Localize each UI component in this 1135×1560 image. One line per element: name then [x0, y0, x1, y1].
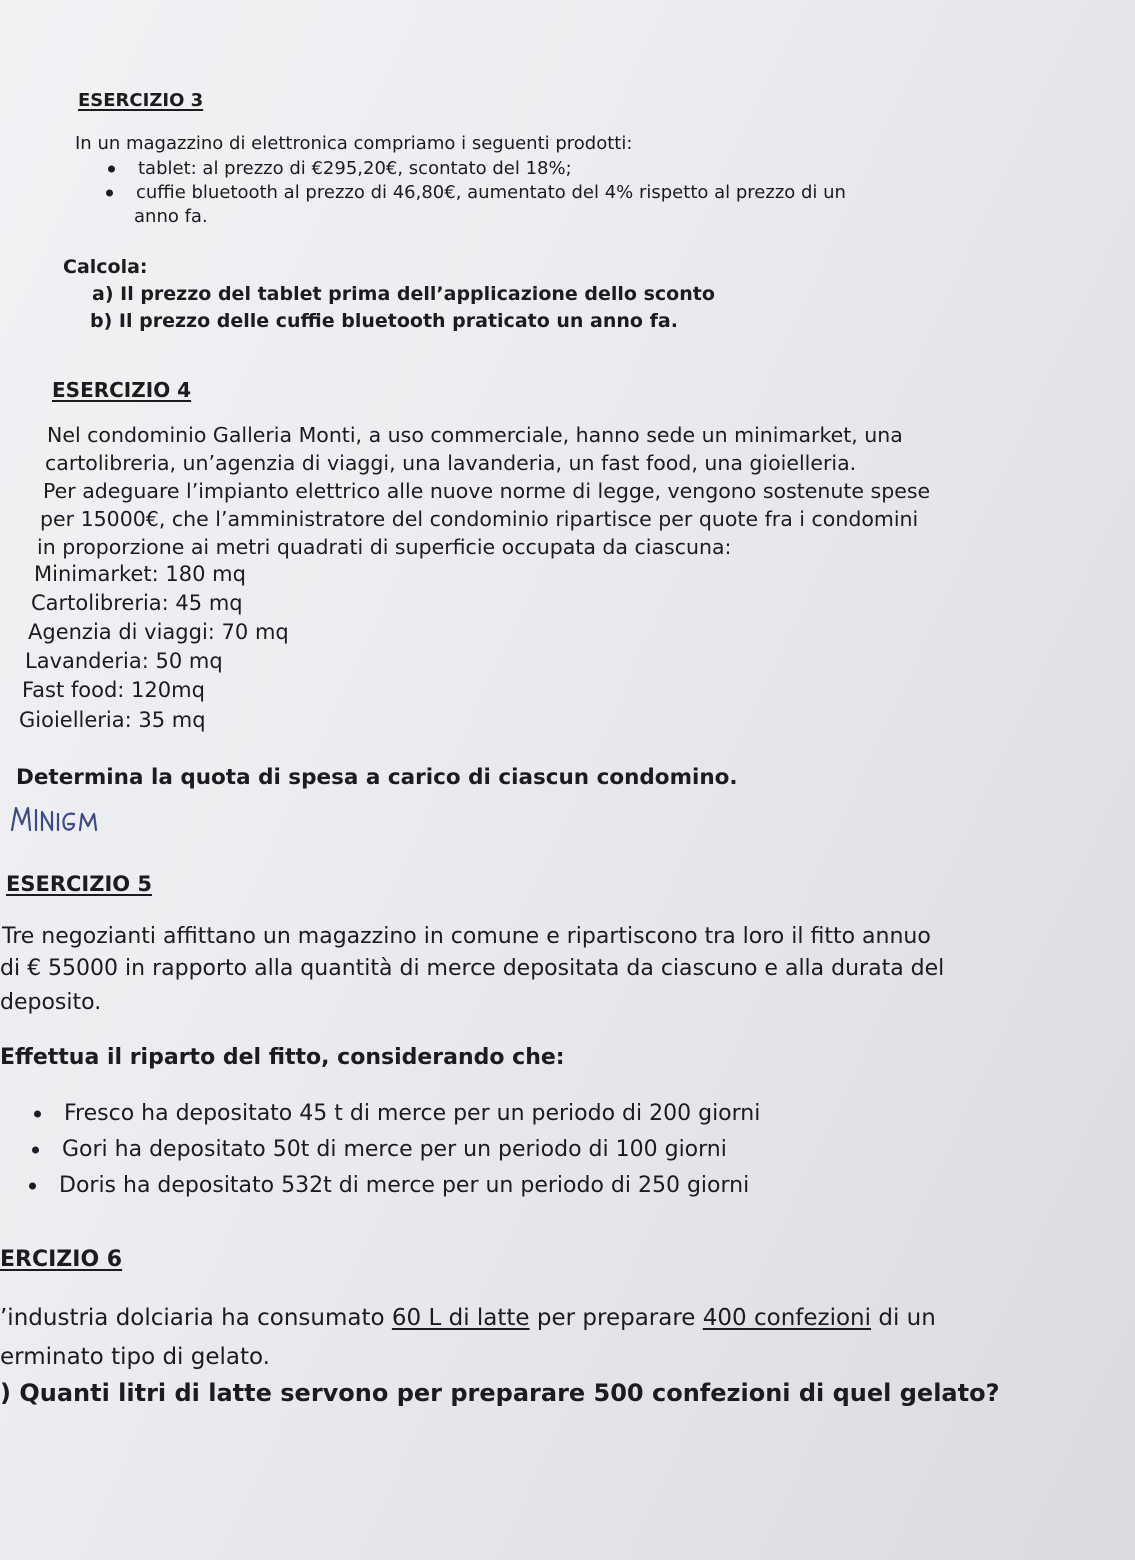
exercise-6-text-pre: ’industria dolciaria ha consumato — [0, 1305, 392, 1331]
area-item: Fast food: 120mq — [22, 678, 205, 702]
exercise-5-bullet: Doris ha depositato 532t di merce per un periodo di 250 giorni — [59, 1173, 750, 1198]
exercise-3-question-a: a) Il prezzo del tablet prima dell’applicazione dello sconto — [92, 283, 715, 305]
handwritten-note — [8, 800, 108, 834]
exercise-5-text-line-2: di € 55000 in rapporto alla quantità di merce depositata da ciascuno e alla durata del — [0, 956, 945, 981]
area-item: Agenzia di viaggi: 70 mq — [28, 620, 289, 644]
exercise-6-text-post: di un — [871, 1305, 936, 1331]
exercise-5-text-line-3: deposito. — [0, 990, 102, 1015]
exercise-5-bullet: Fresco ha depositato 45 t di merce per un periodo di 200 giorni — [64, 1101, 761, 1126]
area-item: Gioielleria: 35 mq — [19, 708, 206, 732]
exercise-4-text-line-4: per 15000€, che l’amministratore del condominio ripartisce per quote fra i condomini — [40, 507, 919, 531]
exercise-5-task: Effettua il riparto del fitto, considerando che: — [0, 1045, 565, 1070]
exercise-5-title: ESERCIZIO 5 — [6, 872, 153, 896]
exercise-6-text-line-1 — [0, 1305, 936, 1333]
exercise-4-task: Determina la quota di spesa a carico di ciascun condomino. — [16, 765, 738, 790]
exercise-6-underlined-latte: 60 L di latte — [391, 1305, 530, 1331]
exercise-6-question-a: ) Quanti litri di latte servono per preparare 500 confezioni di quel gelato? — [0, 1379, 1000, 1407]
exercise-6-text-mid: per preparare — [529, 1305, 703, 1331]
exercise-3-title: ESERCIZIO 3 — [78, 90, 204, 111]
area-item: Minimarket: 180 mq — [34, 562, 246, 586]
exercise-3-question-b: b) Il prezzo delle cuffie bluetooth praticato un anno fa. — [90, 310, 678, 332]
exercise-3-bullet-cuffie-cont: anno fa. — [134, 206, 208, 227]
exercise-5-bullet: Gori ha depositato 50t di merce per un periodo di 100 giorni — [62, 1137, 727, 1162]
exercise-4-title: ESERCIZIO 4 — [52, 378, 192, 402]
area-item: Lavanderia: 50 mq — [25, 649, 223, 673]
exercise-3-intro: In un magazzino di elettronica compriamo i seguenti prodotti: — [75, 133, 633, 154]
area-item: Cartolibreria: 45 mq — [31, 591, 243, 615]
exercise-4-text-line-1: Nel condominio Galleria Monti, a uso commerciale, hanno sede un minimarket, una — [47, 423, 903, 447]
exercise-6-title: ERCIZIO 6 — [0, 1247, 123, 1272]
exercise-3-calcola: Calcola: — [63, 256, 148, 278]
exercise-4-text-line-5: in proporzione ai metri quadrati di superficie occupata da ciascuna: — [37, 535, 732, 559]
exercise-5-text-line-1: Tre negozianti affittano un magazzino in comune e ripartiscono tra loro il fitto annuo — [2, 924, 931, 949]
exercise-4-text-line-3: Per adeguare l’impianto elettrico alle nuove norme di legge, vengono sostenute spese — [43, 479, 931, 503]
exercise-3-bullet-tablet: tablet: al prezzo di €295,20€, scontato del 18%; — [138, 158, 572, 179]
exercise-6-underlined-confezioni: 400 confezioni — [702, 1305, 872, 1331]
exercise-6-text-line-2: erminato tipo di gelato. — [0, 1344, 270, 1370]
exercise-4-text-line-2: cartolibreria, un’agenzia di viaggi, una lavanderia, un fast food, una gioielleria. — [45, 451, 857, 475]
exercise-3-bullet-cuffie: cuffie bluetooth al prezzo di 46,80€, aumentato del 4% rispetto al prezzo di un — [136, 182, 846, 203]
